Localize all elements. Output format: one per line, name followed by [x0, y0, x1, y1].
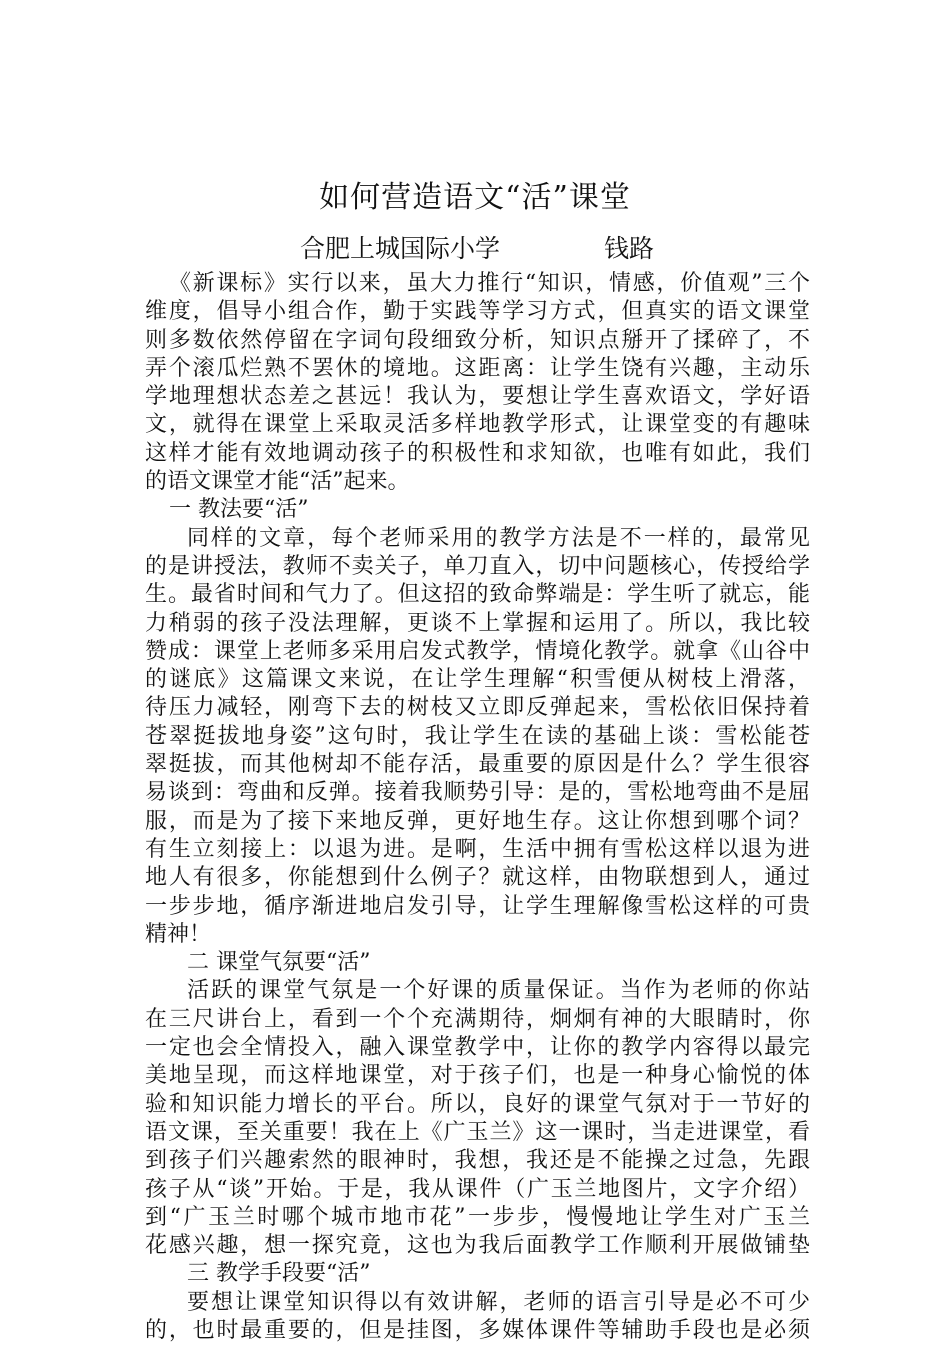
- body-line: 则多数依然停留在字词句段细致分析，知识点掰开了揉碎了，不: [145, 327, 810, 353]
- body-line: 到“广玉兰时哪个城市地市花”一步步，慢慢地让学生对广玉兰: [145, 1204, 810, 1230]
- body-line: 要想让课堂知识得以有效讲解，老师的语言引导是必不可少: [187, 1289, 810, 1315]
- body-line: 《新课标》实行以来，虽大力推行“知识，情感，价值观”三个: [169, 271, 810, 296]
- body-line: 美地呈现，而这样地课堂，对于孩子们，也是一种身心愉悦的体: [145, 1063, 810, 1089]
- body-line: 学地理想状态差之甚远！我认为，要想让学生喜欢语文，学好语: [145, 384, 810, 410]
- body-line: 文，就得在课堂上采取灵活多样地教学形式，让课堂变的有趣味: [145, 412, 810, 438]
- section-heading: 三 教学手段要“活”: [187, 1261, 371, 1287]
- body-line: 孩子从“谈”开始。于是，我从课件（广玉兰地图片，文字介绍）: [145, 1176, 810, 1202]
- section-heading: 二 课堂气氛要“活”: [187, 950, 371, 976]
- body-line: 一定也会全情投入，融入课堂教学中，让你的教学内容得以最完: [145, 1035, 810, 1061]
- body-line: 赞成：课堂上老师多采用启发式教学，情境化教学。就拿《山谷中: [145, 638, 810, 664]
- body-line: 维度，倡导小组合作，勤于实践等学习方式，但真实的语文课堂: [145, 299, 810, 325]
- body-line: 翠挺拔，而其他树却不能存活，最重要的原因是什么？学生很容: [145, 752, 810, 778]
- document-title: 如何营造语文“活”课堂: [319, 180, 631, 215]
- body-line: 一步步地，循序渐进地启发引导，让学生理解像雪松这样的可贵: [145, 893, 810, 919]
- body-line: 活跃的课堂气氛是一个好课的质量保证。当作为老师的你站: [187, 978, 810, 1004]
- body-line: 地人有很多，你能想到什么例子？就这样，由物联想到人，通过: [145, 865, 810, 891]
- body-line: 待压力减轻，刚弯下去的树枝又立即反弹起来，雪松依旧保持着: [145, 695, 810, 721]
- body-line: 的是讲授法，教师不卖关子，单刀直入，切中问题核心，传授给学: [145, 553, 810, 579]
- body-line: 同样的文章，每个老师采用的教学方法是不一样的，最常见: [187, 525, 810, 551]
- body-line: 精神！: [145, 921, 212, 947]
- body-line: 的语文课堂才能“活”起来。: [145, 469, 410, 495]
- section-heading: 一 教法要“活”: [169, 497, 309, 523]
- body-line: 花感兴趣，想一探究竟，这也为我后面教学工作顺利开展做铺垫: [145, 1233, 810, 1259]
- school-name: 合肥上城国际小学: [300, 234, 501, 263]
- body-line: 到孩子们兴趣索然的眼神时，我想，我还是不能操之过急，先跟: [145, 1148, 810, 1174]
- body-line: 语文课，至关重要！我在上《广玉兰》这一课时，当走进课堂，看: [145, 1119, 810, 1145]
- body-text: [145, 270, 810, 1345]
- body-line: 验和知识能力增长的平台。所以，良好的课堂气氛对于一节好的: [145, 1091, 810, 1117]
- body-line: 在三尺讲台上，看到一个个充满期待，炯炯有神的大眼睛时，你: [145, 1006, 810, 1032]
- author-name: 钱路: [604, 234, 655, 263]
- byline: [300, 232, 654, 266]
- body-line: 力稍弱的孩子没法理解，更谈不上掌握和运用了。所以，我比较: [145, 610, 810, 636]
- body-line: 服，而是为了接下来地反弹，更好地生存。这让你想到哪个词？: [145, 808, 810, 834]
- body-line: 有生立刻接上：以退为进。是啊，生活中拥有雪松这样以退为进: [145, 836, 810, 862]
- body-line: 的，也时最重要的，但是挂图，多媒体课件等辅助手段也是必须: [145, 1317, 810, 1343]
- body-line: 弄个滚瓜烂熟不罢休的境地。这距离：让学生饶有兴趣，主动乐: [145, 355, 810, 381]
- body-line: 这样才能有效地调动孩子的积极性和求知欲，也唯有如此，我们: [145, 440, 810, 466]
- body-line: 生。最省时间和气力了。但这招的致命弊端是：学生听了就忘，能: [145, 582, 810, 608]
- body-line: 苍翠挺拔地身姿”这句时，我让学生在读的基础上谈：雪松能苍: [145, 723, 810, 749]
- body-line: 易谈到：弯曲和反弹。接着我顺势引导：是的，雪松地弯曲不是屈: [145, 780, 810, 806]
- body-line: 的谜底》这篇课文来说，在让学生理解“积雪便从树枝上滑落，: [145, 667, 810, 693]
